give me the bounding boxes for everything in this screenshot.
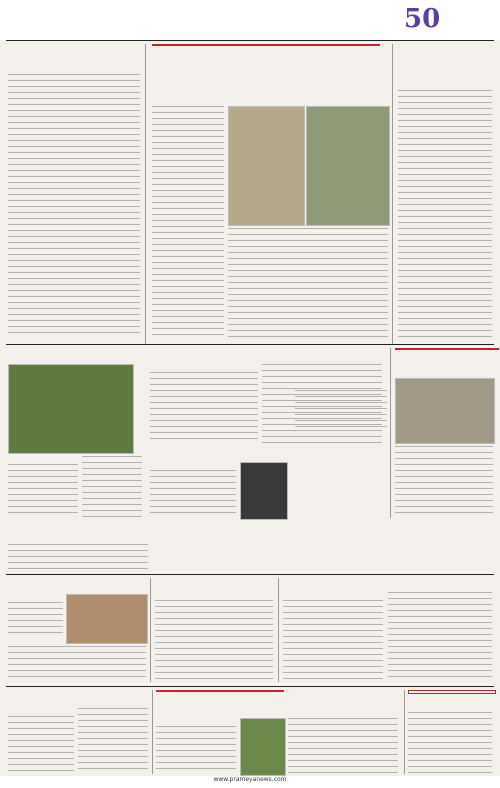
article-body — [156, 726, 236, 774]
section-rule — [6, 574, 494, 575]
article-body-continued — [78, 708, 148, 772]
article-headline — [408, 690, 496, 694]
article-photo — [228, 106, 305, 226]
column-divider — [152, 690, 153, 774]
article-kicker — [152, 44, 380, 46]
article-body — [8, 464, 78, 518]
article-kicker — [395, 348, 499, 350]
column-divider — [150, 578, 151, 682]
article-photo — [395, 378, 495, 444]
article-body — [8, 544, 148, 570]
article-body — [8, 74, 140, 336]
article-body-continued — [288, 718, 398, 774]
article-body — [408, 712, 492, 774]
article-body — [398, 90, 492, 338]
article-body — [155, 600, 273, 682]
article-body-continued — [82, 456, 142, 518]
article-body — [8, 716, 74, 772]
article-photo — [240, 718, 286, 776]
article-kicker — [156, 690, 284, 692]
article-body-continued — [8, 646, 146, 682]
article-photo — [8, 364, 134, 454]
article-body-continued — [388, 592, 492, 682]
section-rule — [6, 686, 494, 687]
masthead — [0, 0, 500, 40]
article-body-continued — [228, 228, 388, 338]
article-photo — [240, 462, 288, 520]
article-body-continued — [395, 446, 493, 518]
article-body — [8, 602, 63, 638]
section-rule — [6, 344, 494, 345]
footer: www.prameyanews.com — [0, 776, 500, 788]
article-photo — [306, 106, 390, 226]
anniversary-logo: 50 — [404, 4, 441, 34]
article-body — [150, 470, 236, 518]
masthead-rule — [6, 40, 494, 41]
column-divider — [404, 690, 405, 774]
column-divider — [390, 348, 391, 518]
column-divider — [278, 578, 279, 682]
column-divider — [145, 44, 146, 344]
article-body — [152, 106, 224, 338]
article-body — [283, 600, 383, 682]
article-body — [295, 390, 387, 430]
article-photo — [66, 594, 148, 644]
article-body — [150, 372, 258, 444]
column-divider — [392, 44, 393, 344]
